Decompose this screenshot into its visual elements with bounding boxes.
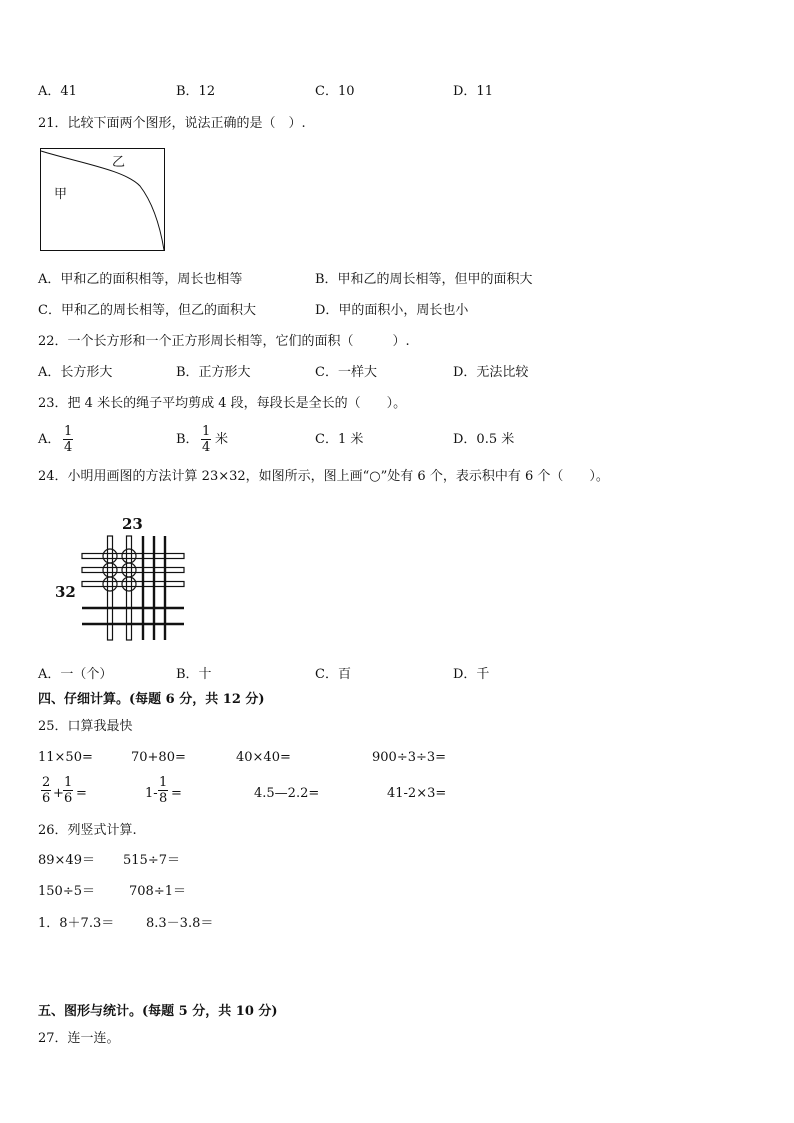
q25-item-3: 40×40=	[236, 750, 291, 765]
q25-fraction-1-6	[63, 775, 73, 806]
fraction-denominator: 6	[42, 791, 51, 806]
q21-option-d: D．甲的面积小，周长也小	[315, 303, 469, 318]
q25-plus-sign: +	[53, 786, 64, 801]
fraction-numerator: 1	[64, 775, 73, 790]
fraction-numerator: 1	[202, 424, 211, 439]
q24-multiplication-grid	[52, 512, 192, 644]
q20-option-c: C．10	[315, 84, 355, 99]
section-5-heading: 五、图形与统计。(每题 5 分，共 10 分)	[38, 1004, 278, 1019]
q21-option-a: A．甲和乙的面积相等，周长也相等	[38, 272, 243, 287]
q20-option-b: B．12	[176, 84, 216, 99]
q24-option-b: B．十	[176, 667, 212, 682]
q22-option-d: D．无法比较	[453, 365, 529, 380]
q25-equals-1: =	[76, 786, 87, 801]
q24-option-d: D．千	[453, 667, 490, 682]
q25-item-2: 70+80=	[131, 750, 186, 765]
fraction-denominator: 8	[159, 791, 168, 806]
q23-option-a-fraction	[63, 424, 73, 455]
fraction-denominator: 4	[64, 440, 73, 455]
section-4-heading: 四、仔细计算。(每题 6 分，共 12 分)	[38, 692, 265, 707]
fraction-numerator: 1	[64, 424, 73, 439]
q23-option-b-unit: 米	[215, 432, 229, 447]
q24-grid-svg	[52, 512, 192, 644]
q26-item-3: 150÷5＝	[38, 884, 95, 899]
q22-option-a: A．长方形大	[38, 365, 113, 380]
q23-option-b-prefix: B．	[176, 432, 199, 447]
q24-left-label: 32	[55, 583, 76, 601]
q23-option-c: C．1 米	[315, 432, 364, 447]
q21-option-c: C．甲和乙的周长相等，但乙的面积大	[38, 303, 256, 318]
q23-option-a-prefix: A．	[38, 432, 61, 447]
q25-item-4: 900÷3÷3=	[372, 750, 447, 765]
q26-item-6: 8.3－3.8＝	[146, 916, 214, 931]
q22-option-b: B．正方形大	[176, 365, 251, 380]
q23-option-b-fraction	[201, 424, 211, 455]
q26-item-1: 89×49＝	[38, 853, 95, 868]
q25-equals-2: =	[171, 786, 182, 801]
q25-item-7: 4.5—2.2=	[254, 786, 320, 801]
q20-option-a: A．41	[38, 84, 77, 99]
q26-item-4: 708÷1＝	[129, 884, 186, 899]
q22-option-c: C．一样大	[315, 365, 377, 380]
q24-option-a: A．一（个）	[38, 667, 113, 682]
q27-stem: 27．连一连。	[38, 1031, 120, 1046]
q25-item-1: 11×50=	[38, 750, 93, 765]
q26-item-5: 1．8＋7.3＝	[38, 916, 115, 931]
q25-item-8: 41-2×3=	[387, 786, 447, 801]
q25-fraction-1-8	[158, 775, 168, 806]
fraction-denominator: 4	[202, 440, 211, 455]
q25-fraction-2-6	[41, 775, 51, 806]
fraction-numerator: 1	[159, 775, 168, 790]
q20-option-d: D．11	[453, 84, 493, 99]
q26-stem: 26．列竖式计算.	[38, 823, 137, 838]
q21-label-yi: 乙	[112, 155, 126, 170]
q21-figure	[40, 148, 166, 252]
q24-top-label: 23	[122, 515, 143, 533]
q23-option-d: D．0.5 米	[453, 432, 515, 447]
q21-stem: 21．比较下面两个图形，说法正确的是（ ）.	[38, 116, 306, 131]
fraction-denominator: 6	[64, 791, 73, 806]
q26-item-2: 515÷7＝	[123, 853, 180, 868]
fraction-numerator: 2	[42, 775, 51, 790]
q25-stem: 25．口算我最快	[38, 719, 133, 734]
q25-item-6-prefix: 1-	[145, 786, 158, 801]
q21-label-jia: 甲	[54, 187, 68, 202]
q23-stem: 23．把 4 米长的绳子平均剪成 4 段，每段长是全长的（ ）。	[38, 396, 407, 411]
q22-stem: 22．一个长方形和一个正方形周长相等，它们的面积（ ）.	[38, 334, 410, 349]
q24-stem: 24．小明用画图的方法计算 23×32，如图所示，图上画“○”处有 6 个，表示积中有 6 个（ ）。	[38, 469, 609, 484]
q21-option-b: B．甲和乙的周长相等，但甲的面积大	[315, 272, 533, 287]
q24-option-c: C．百	[315, 667, 351, 682]
